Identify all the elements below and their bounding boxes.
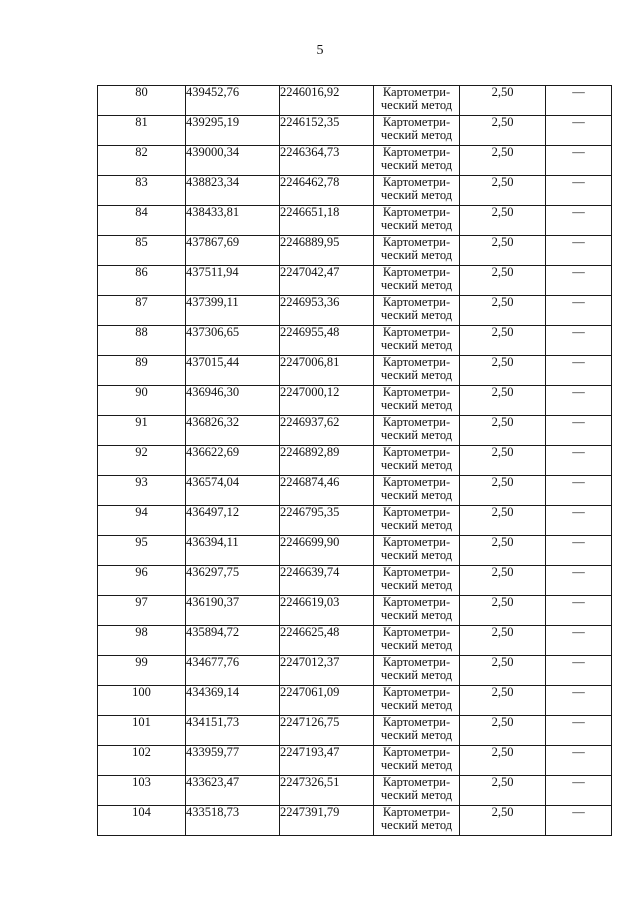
note-cell: — bbox=[546, 626, 612, 656]
point-number-cell: 91 bbox=[98, 416, 186, 446]
accuracy-cell: 2,50 bbox=[460, 686, 546, 716]
method-cell bbox=[374, 476, 460, 506]
method-cell bbox=[374, 536, 460, 566]
y-coordinate-cell: 2247006,81 bbox=[280, 356, 374, 386]
method-cell bbox=[374, 506, 460, 536]
point-number-cell: 93 bbox=[98, 476, 186, 506]
x-coordinate-cell: 436497,12 bbox=[186, 506, 280, 536]
x-coordinate-cell: 434369,14 bbox=[186, 686, 280, 716]
table-row bbox=[98, 176, 612, 206]
method-line-1: Картометри- bbox=[382, 475, 451, 489]
method-cell bbox=[374, 626, 460, 656]
method-line-1: Картометри- bbox=[382, 805, 451, 819]
x-coordinate-cell: 436946,30 bbox=[186, 386, 280, 416]
y-coordinate-cell: 2247061,09 bbox=[280, 686, 374, 716]
method-line-2: ческий метод bbox=[380, 128, 453, 142]
method-line-1: Картометри- bbox=[382, 205, 451, 219]
accuracy-cell: 2,50 bbox=[460, 626, 546, 656]
y-coordinate-cell: 2247326,51 bbox=[280, 776, 374, 806]
table-row bbox=[98, 236, 612, 266]
x-coordinate-cell: 434677,76 bbox=[186, 656, 280, 686]
y-coordinate-cell: 2246795,35 bbox=[280, 506, 374, 536]
y-coordinate-cell: 2247391,79 bbox=[280, 806, 374, 836]
point-number-cell: 97 bbox=[98, 596, 186, 626]
method-line-2: ческий метод bbox=[380, 518, 453, 532]
accuracy-cell: 2,50 bbox=[460, 746, 546, 776]
note-cell: — bbox=[546, 116, 612, 146]
method-cell bbox=[374, 806, 460, 836]
method-cell bbox=[374, 266, 460, 296]
point-number-cell: 86 bbox=[98, 266, 186, 296]
accuracy-cell: 2,50 bbox=[460, 566, 546, 596]
point-number-cell: 89 bbox=[98, 356, 186, 386]
accuracy-cell: 2,50 bbox=[460, 776, 546, 806]
method-line-1: Картометри- bbox=[382, 145, 451, 159]
y-coordinate-cell: 2246889,95 bbox=[280, 236, 374, 266]
y-coordinate-cell: 2246651,18 bbox=[280, 206, 374, 236]
method-line-2: ческий метод bbox=[380, 338, 453, 352]
y-coordinate-cell: 2246619,03 bbox=[280, 596, 374, 626]
table-row bbox=[98, 266, 612, 296]
x-coordinate-cell: 438433,81 bbox=[186, 206, 280, 236]
y-coordinate-cell: 2246639,74 bbox=[280, 566, 374, 596]
point-number-cell: 81 bbox=[98, 116, 186, 146]
table-row bbox=[98, 506, 612, 536]
note-cell: — bbox=[546, 86, 612, 116]
method-line-2: ческий метод bbox=[380, 158, 453, 172]
y-coordinate-cell: 2246152,35 bbox=[280, 116, 374, 146]
x-coordinate-cell: 434151,73 bbox=[186, 716, 280, 746]
method-line-2: ческий метод bbox=[380, 578, 453, 592]
table-row bbox=[98, 86, 612, 116]
note-cell: — bbox=[546, 806, 612, 836]
method-line-1: Картометри- bbox=[382, 655, 451, 669]
point-number-cell: 85 bbox=[98, 236, 186, 266]
method-cell bbox=[374, 386, 460, 416]
method-line-1: Картометри- bbox=[382, 295, 451, 309]
method-line-1: Картометри- bbox=[382, 595, 451, 609]
x-coordinate-cell: 436190,37 bbox=[186, 596, 280, 626]
method-line-2: ческий метод bbox=[380, 248, 453, 262]
table-row bbox=[98, 746, 612, 776]
accuracy-cell: 2,50 bbox=[460, 236, 546, 266]
table-row bbox=[98, 446, 612, 476]
x-coordinate-cell: 435894,72 bbox=[186, 626, 280, 656]
table-row bbox=[98, 356, 612, 386]
method-line-2: ческий метод bbox=[380, 728, 453, 742]
method-line-1: Картометри- bbox=[382, 265, 451, 279]
table-row bbox=[98, 416, 612, 446]
point-number-cell: 94 bbox=[98, 506, 186, 536]
y-coordinate-cell: 2247000,12 bbox=[280, 386, 374, 416]
point-number-cell: 88 bbox=[98, 326, 186, 356]
point-number-cell: 104 bbox=[98, 806, 186, 836]
note-cell: — bbox=[546, 386, 612, 416]
method-line-1: Картометри- bbox=[382, 625, 451, 639]
x-coordinate-cell: 439295,19 bbox=[186, 116, 280, 146]
point-number-cell: 84 bbox=[98, 206, 186, 236]
note-cell: — bbox=[546, 236, 612, 266]
table-row bbox=[98, 686, 612, 716]
method-cell bbox=[374, 176, 460, 206]
table-body bbox=[98, 86, 612, 836]
table-row bbox=[98, 146, 612, 176]
point-number-cell: 83 bbox=[98, 176, 186, 206]
coordinates-table bbox=[97, 85, 612, 836]
method-line-1: Картометри- bbox=[382, 445, 451, 459]
note-cell: — bbox=[546, 536, 612, 566]
y-coordinate-cell: 2246699,90 bbox=[280, 536, 374, 566]
table-row bbox=[98, 326, 612, 356]
y-coordinate-cell: 2246892,89 bbox=[280, 446, 374, 476]
table-row bbox=[98, 596, 612, 626]
x-coordinate-cell: 436826,32 bbox=[186, 416, 280, 446]
accuracy-cell: 2,50 bbox=[460, 86, 546, 116]
table-row bbox=[98, 386, 612, 416]
method-cell bbox=[374, 746, 460, 776]
method-cell bbox=[374, 446, 460, 476]
x-coordinate-cell: 437015,44 bbox=[186, 356, 280, 386]
table-row bbox=[98, 536, 612, 566]
method-cell bbox=[374, 716, 460, 746]
x-coordinate-cell: 433518,73 bbox=[186, 806, 280, 836]
accuracy-cell: 2,50 bbox=[460, 656, 546, 686]
note-cell: — bbox=[546, 566, 612, 596]
x-coordinate-cell: 437867,69 bbox=[186, 236, 280, 266]
accuracy-cell: 2,50 bbox=[460, 416, 546, 446]
accuracy-cell: 2,50 bbox=[460, 326, 546, 356]
accuracy-cell: 2,50 bbox=[460, 116, 546, 146]
accuracy-cell: 2,50 bbox=[460, 506, 546, 536]
method-line-2: ческий метод bbox=[380, 818, 453, 832]
accuracy-cell: 2,50 bbox=[460, 266, 546, 296]
method-cell bbox=[374, 416, 460, 446]
method-line-2: ческий метод bbox=[380, 368, 453, 382]
accuracy-cell: 2,50 bbox=[460, 296, 546, 326]
note-cell: — bbox=[546, 146, 612, 176]
method-line-1: Картометри- bbox=[382, 235, 451, 249]
method-cell bbox=[374, 596, 460, 626]
note-cell: — bbox=[546, 266, 612, 296]
method-line-2: ческий метод bbox=[380, 488, 453, 502]
point-number-cell: 82 bbox=[98, 146, 186, 176]
method-line-2: ческий метод bbox=[380, 398, 453, 412]
y-coordinate-cell: 2246874,46 bbox=[280, 476, 374, 506]
y-coordinate-cell: 2246364,73 bbox=[280, 146, 374, 176]
note-cell: — bbox=[546, 506, 612, 536]
method-cell bbox=[374, 656, 460, 686]
note-cell: — bbox=[546, 596, 612, 626]
x-coordinate-cell: 437399,11 bbox=[186, 296, 280, 326]
note-cell: — bbox=[546, 686, 612, 716]
y-coordinate-cell: 2246937,62 bbox=[280, 416, 374, 446]
note-cell: — bbox=[546, 746, 612, 776]
method-line-1: Картометри- bbox=[382, 175, 451, 189]
y-coordinate-cell: 2247042,47 bbox=[280, 266, 374, 296]
method-line-2: ческий метод bbox=[380, 668, 453, 682]
note-cell: — bbox=[546, 326, 612, 356]
method-cell bbox=[374, 686, 460, 716]
point-number-cell: 95 bbox=[98, 536, 186, 566]
x-coordinate-cell: 436622,69 bbox=[186, 446, 280, 476]
note-cell: — bbox=[546, 716, 612, 746]
method-cell bbox=[374, 236, 460, 266]
method-cell bbox=[374, 326, 460, 356]
method-line-2: ческий метод bbox=[380, 698, 453, 712]
method-line-2: ческий метод bbox=[380, 428, 453, 442]
method-line-1: Картометри- bbox=[382, 565, 451, 579]
point-number-cell: 87 bbox=[98, 296, 186, 326]
method-line-2: ческий метод bbox=[380, 188, 453, 202]
point-number-cell: 103 bbox=[98, 776, 186, 806]
point-number-cell: 92 bbox=[98, 446, 186, 476]
method-cell bbox=[374, 146, 460, 176]
point-number-cell: 99 bbox=[98, 656, 186, 686]
table-row bbox=[98, 296, 612, 326]
method-line-1: Картометри- bbox=[382, 115, 451, 129]
method-cell bbox=[374, 296, 460, 326]
note-cell: — bbox=[546, 446, 612, 476]
method-line-2: ческий метод bbox=[380, 758, 453, 772]
table-row bbox=[98, 656, 612, 686]
method-line-1: Картометри- bbox=[382, 385, 451, 399]
y-coordinate-cell: 2246462,78 bbox=[280, 176, 374, 206]
x-coordinate-cell: 436394,11 bbox=[186, 536, 280, 566]
method-line-1: Картометри- bbox=[382, 535, 451, 549]
method-cell bbox=[374, 206, 460, 236]
accuracy-cell: 2,50 bbox=[460, 206, 546, 236]
method-line-1: Картометри- bbox=[382, 685, 451, 699]
table-row bbox=[98, 626, 612, 656]
note-cell: — bbox=[546, 176, 612, 206]
method-line-1: Картометри- bbox=[382, 355, 451, 369]
method-line-2: ческий метод bbox=[380, 788, 453, 802]
note-cell: — bbox=[546, 296, 612, 326]
table-row bbox=[98, 716, 612, 746]
x-coordinate-cell: 439452,76 bbox=[186, 86, 280, 116]
table-row bbox=[98, 206, 612, 236]
method-cell bbox=[374, 116, 460, 146]
table-row bbox=[98, 476, 612, 506]
y-coordinate-cell: 2246955,48 bbox=[280, 326, 374, 356]
y-coordinate-cell: 2246953,36 bbox=[280, 296, 374, 326]
method-line-1: Картометри- bbox=[382, 325, 451, 339]
point-number-cell: 96 bbox=[98, 566, 186, 596]
y-coordinate-cell: 2246016,92 bbox=[280, 86, 374, 116]
method-line-1: Картометри- bbox=[382, 85, 451, 99]
x-coordinate-cell: 433623,47 bbox=[186, 776, 280, 806]
y-coordinate-cell: 2247193,47 bbox=[280, 746, 374, 776]
accuracy-cell: 2,50 bbox=[460, 536, 546, 566]
point-number-cell: 100 bbox=[98, 686, 186, 716]
method-cell bbox=[374, 356, 460, 386]
point-number-cell: 90 bbox=[98, 386, 186, 416]
method-cell bbox=[374, 776, 460, 806]
method-line-1: Картометри- bbox=[382, 745, 451, 759]
table-row bbox=[98, 566, 612, 596]
method-line-2: ческий метод bbox=[380, 458, 453, 472]
y-coordinate-cell: 2247126,75 bbox=[280, 716, 374, 746]
accuracy-cell: 2,50 bbox=[460, 176, 546, 206]
accuracy-cell: 2,50 bbox=[460, 716, 546, 746]
x-coordinate-cell: 436574,04 bbox=[186, 476, 280, 506]
method-line-1: Картометри- bbox=[382, 415, 451, 429]
method-line-1: Картометри- bbox=[382, 715, 451, 729]
method-line-2: ческий метод bbox=[380, 278, 453, 292]
note-cell: — bbox=[546, 476, 612, 506]
accuracy-cell: 2,50 bbox=[460, 476, 546, 506]
accuracy-cell: 2,50 bbox=[460, 356, 546, 386]
method-line-1: Картометри- bbox=[382, 505, 451, 519]
x-coordinate-cell: 433959,77 bbox=[186, 746, 280, 776]
x-coordinate-cell: 439000,34 bbox=[186, 146, 280, 176]
point-number-cell: 101 bbox=[98, 716, 186, 746]
note-cell: — bbox=[546, 356, 612, 386]
x-coordinate-cell: 437306,65 bbox=[186, 326, 280, 356]
method-line-2: ческий метод bbox=[380, 98, 453, 112]
method-line-1: Картометри- bbox=[382, 775, 451, 789]
y-coordinate-cell: 2246625,48 bbox=[280, 626, 374, 656]
note-cell: — bbox=[546, 656, 612, 686]
table-row bbox=[98, 776, 612, 806]
x-coordinate-cell: 436297,75 bbox=[186, 566, 280, 596]
note-cell: — bbox=[546, 416, 612, 446]
method-line-2: ческий метод bbox=[380, 548, 453, 562]
page-number: 5 bbox=[316, 43, 324, 58]
accuracy-cell: 2,50 bbox=[460, 146, 546, 176]
accuracy-cell: 2,50 bbox=[460, 596, 546, 626]
method-line-2: ческий метод bbox=[380, 308, 453, 322]
note-cell: — bbox=[546, 206, 612, 236]
point-number-cell: 98 bbox=[98, 626, 186, 656]
method-line-2: ческий метод bbox=[380, 638, 453, 652]
method-cell bbox=[374, 86, 460, 116]
x-coordinate-cell: 438823,34 bbox=[186, 176, 280, 206]
method-cell bbox=[374, 566, 460, 596]
point-number-cell: 102 bbox=[98, 746, 186, 776]
method-line-2: ческий метод bbox=[380, 608, 453, 622]
y-coordinate-cell: 2247012,37 bbox=[280, 656, 374, 686]
accuracy-cell: 2,50 bbox=[460, 386, 546, 416]
point-number-cell: 80 bbox=[98, 86, 186, 116]
accuracy-cell: 2,50 bbox=[460, 446, 546, 476]
note-cell: — bbox=[546, 776, 612, 806]
method-line-2: ческий метод bbox=[380, 218, 453, 232]
table-row bbox=[98, 806, 612, 836]
x-coordinate-cell: 437511,94 bbox=[186, 266, 280, 296]
table-row bbox=[98, 116, 612, 146]
accuracy-cell: 2,50 bbox=[460, 806, 546, 836]
